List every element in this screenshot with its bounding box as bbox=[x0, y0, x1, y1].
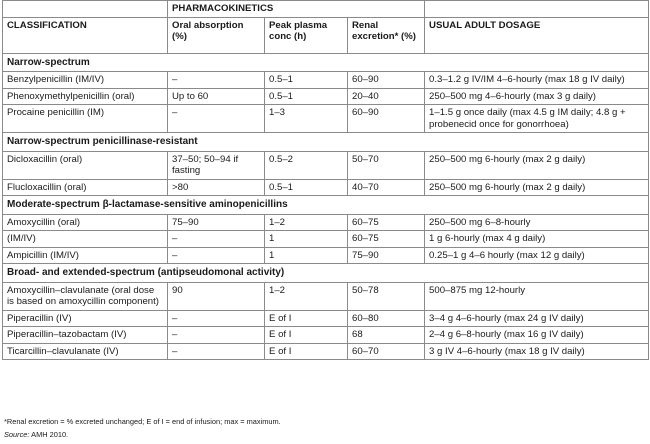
dosage-cell: 3 g IV 4–6-hourly (max 18 g IV daily) bbox=[425, 343, 649, 360]
oral-absorption-cell: 90 bbox=[168, 282, 265, 310]
table-row bbox=[3, 214, 649, 231]
section-row bbox=[3, 196, 649, 215]
source-text: AMH 2010. bbox=[31, 430, 69, 439]
pharmacokinetics-table bbox=[2, 0, 649, 360]
oral-absorption-cell: – bbox=[168, 105, 265, 133]
renal-excretion-cell: 60–75 bbox=[348, 231, 425, 248]
drug-name-cell: Piperacillin (IV) bbox=[3, 310, 168, 327]
oral-absorption-cell: 75–90 bbox=[168, 214, 265, 231]
header-row-group bbox=[3, 1, 649, 18]
table-row bbox=[3, 231, 649, 248]
renal-excretion-cell: 68 bbox=[348, 327, 425, 344]
table-row bbox=[3, 282, 649, 310]
table-row bbox=[3, 327, 649, 344]
peak-plasma-cell: 0.5–2 bbox=[265, 151, 348, 179]
dosage-cell: 1 g 6-hourly (max 4 g daily) bbox=[425, 231, 649, 248]
drug-name-cell: Amoxycillin (oral) bbox=[3, 214, 168, 231]
drug-name-cell: Ampicillin (IM/IV) bbox=[3, 247, 168, 264]
peak-plasma-cell: E of I bbox=[265, 327, 348, 344]
table-row bbox=[3, 343, 649, 360]
oral-absorption-cell: – bbox=[168, 343, 265, 360]
header-usual-adult-dosage: USUAL ADULT DOSAGE bbox=[425, 17, 649, 53]
table-row bbox=[3, 88, 649, 105]
peak-plasma-cell: 0.5–1 bbox=[265, 88, 348, 105]
oral-absorption-cell: – bbox=[168, 247, 265, 264]
renal-excretion-cell: 20–40 bbox=[348, 88, 425, 105]
section-title: Narrow-spectrum bbox=[3, 53, 649, 72]
peak-plasma-cell: 1 bbox=[265, 247, 348, 264]
section-row bbox=[3, 53, 649, 72]
section-row bbox=[3, 133, 649, 152]
oral-absorption-cell: Up to 60 bbox=[168, 88, 265, 105]
oral-absorption-cell: >80 bbox=[168, 179, 265, 196]
renal-excretion-cell: 60–80 bbox=[348, 310, 425, 327]
dosage-cell: 0.25–1 g 4–6 hourly (max 12 g daily) bbox=[425, 247, 649, 264]
dosage-cell: 250–500 mg 6-hourly (max 2 g daily) bbox=[425, 151, 649, 179]
oral-absorption-cell: – bbox=[168, 231, 265, 248]
dosage-cell: 250–500 mg 6–8-hourly bbox=[425, 214, 649, 231]
header-peak-plasma: Peak plasma conc (h) bbox=[265, 17, 348, 53]
footnote: *Renal excretion = % excreted unchanged; E of I = end of infusion; max = maximum. bbox=[4, 417, 281, 426]
drug-name-cell: Procaine penicillin (IM) bbox=[3, 105, 168, 133]
table-row bbox=[3, 151, 649, 179]
header-renal-excretion: Renal excretion* (%) bbox=[348, 17, 425, 53]
peak-plasma-cell: E of I bbox=[265, 343, 348, 360]
table-row bbox=[3, 105, 649, 133]
drug-name-cell: Benzylpenicillin (IM/IV) bbox=[3, 72, 168, 89]
renal-excretion-cell: 60–90 bbox=[348, 72, 425, 89]
header-classification: CLASSIFICATION bbox=[3, 17, 168, 53]
oral-absorption-cell: – bbox=[168, 72, 265, 89]
source-label: Source: bbox=[4, 430, 30, 439]
oral-absorption-cell: – bbox=[168, 310, 265, 327]
drug-name-cell: Piperacillin–tazobactam (IV) bbox=[3, 327, 168, 344]
table-row bbox=[3, 179, 649, 196]
dosage-cell: 1–1.5 g once daily (max 4.5 g IM daily; 4.8 g + probenecid once for gonorrhoea) bbox=[425, 105, 649, 133]
peak-plasma-cell: 0.5–1 bbox=[265, 179, 348, 196]
renal-excretion-cell: 40–70 bbox=[348, 179, 425, 196]
header-oral-absorption: Oral absorption (%) bbox=[168, 17, 265, 53]
peak-plasma-cell: 1–3 bbox=[265, 105, 348, 133]
source-line bbox=[4, 430, 68, 439]
dosage-cell: 500–875 mg 12-hourly bbox=[425, 282, 649, 310]
renal-excretion-cell: 60–70 bbox=[348, 343, 425, 360]
renal-excretion-cell: 60–90 bbox=[348, 105, 425, 133]
section-title: Moderate-spectrum β-lactamase-sensitive aminopenicillins bbox=[3, 196, 649, 215]
drug-name-cell: (IM/IV) bbox=[3, 231, 168, 248]
dosage-cell: 2–4 g 6–8-hourly (max 16 g IV daily) bbox=[425, 327, 649, 344]
table-body bbox=[3, 53, 649, 360]
renal-excretion-cell: 50–70 bbox=[348, 151, 425, 179]
renal-excretion-cell: 60–75 bbox=[348, 214, 425, 231]
dosage-cell: 3–4 g 4–6-hourly (max 24 g IV daily) bbox=[425, 310, 649, 327]
header-blank-right bbox=[425, 1, 649, 18]
drug-name-cell: Flucloxacillin (oral) bbox=[3, 179, 168, 196]
header-row-columns bbox=[3, 17, 649, 53]
drug-name-cell: Phenoxymethylpenicillin (oral) bbox=[3, 88, 168, 105]
drug-name-cell: Ticarcillin–clavulanate (IV) bbox=[3, 343, 168, 360]
peak-plasma-cell: 1–2 bbox=[265, 282, 348, 310]
table-row bbox=[3, 72, 649, 89]
dosage-cell: 250–500 mg 6-hourly (max 2 g daily) bbox=[425, 179, 649, 196]
section-title: Broad- and extended-spectrum (antipseudomonal activity) bbox=[3, 264, 649, 283]
peak-plasma-cell: E of I bbox=[265, 310, 348, 327]
oral-absorption-cell: 37–50; 50–94 if fasting bbox=[168, 151, 265, 179]
header-blank-left bbox=[3, 1, 168, 18]
dosage-cell: 0.3–1.2 g IV/IM 4–6-hourly (max 18 g IV daily) bbox=[425, 72, 649, 89]
table-row bbox=[3, 310, 649, 327]
table-row bbox=[3, 247, 649, 264]
peak-plasma-cell: 0.5–1 bbox=[265, 72, 348, 89]
renal-excretion-cell: 50–78 bbox=[348, 282, 425, 310]
drug-name-cell: Amoxycillin–clavulanate (oral dose is based on amoxycillin component) bbox=[3, 282, 168, 310]
section-row bbox=[3, 264, 649, 283]
peak-plasma-cell: 1 bbox=[265, 231, 348, 248]
header-pharmacokinetics: PHARMACOKINETICS bbox=[168, 1, 425, 18]
peak-plasma-cell: 1–2 bbox=[265, 214, 348, 231]
oral-absorption-cell: – bbox=[168, 327, 265, 344]
dosage-cell: 250–500 mg 4–6-hourly (max 3 g daily) bbox=[425, 88, 649, 105]
renal-excretion-cell: 75–90 bbox=[348, 247, 425, 264]
section-title: Narrow-spectrum penicillinase-resistant bbox=[3, 133, 649, 152]
drug-name-cell: Dicloxacillin (oral) bbox=[3, 151, 168, 179]
